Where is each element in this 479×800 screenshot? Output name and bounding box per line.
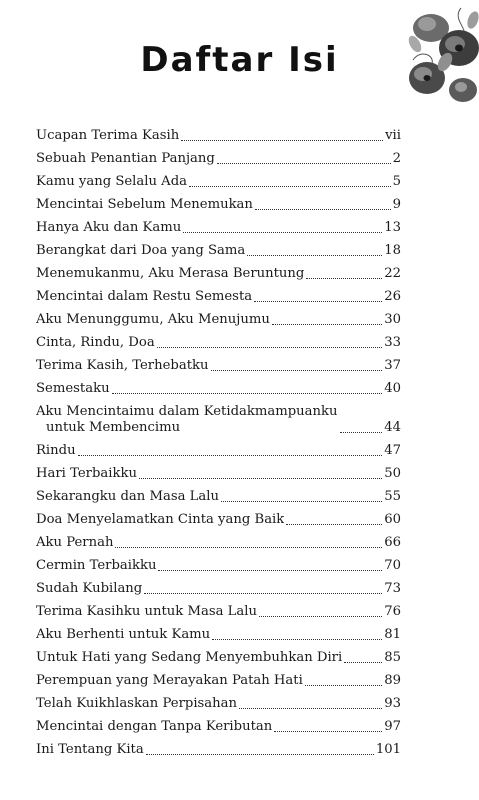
toc-entry-page: 73: [384, 581, 401, 596]
table-of-contents: [36, 121, 401, 758]
toc-entry[interactable]: [36, 528, 401, 551]
toc-entry-title: Aku Menunggumu, Aku Menujumu: [36, 312, 270, 327]
toc-entry-page: 26: [384, 289, 401, 304]
toc-entry[interactable]: [36, 282, 401, 305]
toc-entry-page: 47: [384, 443, 401, 458]
toc-entry[interactable]: [36, 190, 401, 213]
toc-entry[interactable]: [36, 374, 401, 397]
toc-entry-title: Ini Tentang Kita: [36, 742, 144, 757]
toc-leader-dots: [306, 278, 382, 279]
toc-leader-dots: [139, 478, 382, 479]
toc-leader-dots: [183, 232, 382, 233]
toc-entry[interactable]: [36, 436, 401, 459]
toc-entry-title: Aku Pernah: [36, 535, 114, 550]
toc-entry[interactable]: [36, 213, 401, 236]
toc-leader-dots: [255, 209, 391, 210]
toc-entry-title: Mencintai dalam Restu Semesta: [36, 289, 253, 304]
toc-entry-page: 40: [384, 381, 401, 396]
toc-leader-dots: [115, 547, 382, 548]
toc-leader-dots: [305, 685, 382, 686]
toc-entry-page: 101: [375, 742, 401, 757]
toc-entry[interactable]: [36, 689, 401, 712]
toc-entry-page: 50: [384, 466, 401, 481]
toc-entry-page: vii: [385, 128, 401, 143]
toc-entry-title: Kamu yang Selalu Ada: [36, 174, 187, 189]
toc-leader-dots: [340, 432, 383, 433]
toc-entry-page: 85: [384, 650, 401, 665]
toc-entry[interactable]: [36, 620, 401, 643]
toc-leader-dots: [247, 255, 382, 256]
toc-entry-page: 18: [384, 243, 401, 258]
toc-entry-page: 55: [384, 489, 401, 504]
toc-leader-dots: [217, 163, 391, 164]
toc-leader-dots: [272, 324, 382, 325]
toc-entry[interactable]: [36, 144, 401, 167]
toc-entry-title: Berangkat dari Doa yang Sama: [36, 243, 246, 258]
toc-leader-dots: [274, 731, 382, 732]
toc-leader-dots: [254, 301, 382, 302]
toc-entry[interactable]: [36, 712, 401, 735]
toc-leader-dots: [259, 616, 382, 617]
toc-leader-dots: [157, 347, 383, 348]
toc-entry-title: Menemukanmu, Aku Merasa Beruntung: [36, 266, 305, 281]
toc-entry-page: 33: [384, 335, 401, 350]
toc-entry-page: 60: [384, 512, 401, 527]
toc-entry-title: Perempuan yang Merayakan Patah Hati: [36, 673, 303, 688]
toc-leader-dots: [146, 754, 374, 755]
toc-leader-dots: [144, 593, 382, 594]
toc-entry-page: 70: [384, 558, 401, 573]
toc-entry[interactable]: [36, 305, 401, 328]
toc-entry-title-line1: Aku Mencintaimu dalam Ketidakmampuanku: [36, 404, 338, 419]
toc-entry[interactable]: [36, 482, 401, 505]
toc-entry-title: [36, 404, 338, 436]
toc-entry-page: 13: [384, 220, 401, 235]
toc-leader-dots: [212, 639, 382, 640]
toc-entry[interactable]: [36, 574, 401, 597]
toc-leader-dots: [239, 708, 382, 709]
toc-entry-title: Doa Menyelamatkan Cinta yang Baik: [36, 512, 285, 527]
toc-entry-page: 97: [384, 719, 401, 734]
toc-entry-page: 30: [384, 312, 401, 327]
toc-entry-page: 81: [384, 627, 401, 642]
toc-entry[interactable]: [36, 551, 401, 574]
toc-leader-dots: [221, 501, 382, 502]
toc-entry-page: 93: [384, 696, 401, 711]
toc-entry-title: Cinta, Rindu, Doa: [36, 335, 155, 350]
toc-leader-dots: [78, 455, 383, 456]
toc-entry-page: 22: [384, 266, 401, 281]
toc-entry-page: 2: [392, 151, 401, 166]
toc-entry-page: 44: [384, 420, 401, 435]
toc-entry-title-line2: untuk Membencimu: [46, 420, 181, 435]
toc-entry[interactable]: [36, 259, 401, 282]
toc-entry-page: 89: [384, 673, 401, 688]
toc-entry-title: Terima Kasih, Terhebatku: [36, 358, 209, 373]
toc-entry-page: 9: [392, 197, 401, 212]
toc-entry-title: Hanya Aku dan Kamu: [36, 220, 182, 235]
flower-illustration-icon: [401, 0, 479, 108]
toc-entry[interactable]: [36, 735, 401, 758]
toc-entry[interactable]: [36, 351, 401, 374]
toc-entry-page: 5: [392, 174, 401, 189]
toc-leader-dots: [189, 186, 391, 187]
toc-entry[interactable]: [36, 666, 401, 689]
toc-entry-title: Mencintai Sebelum Menemukan: [36, 197, 253, 212]
toc-entry-page: 37: [384, 358, 401, 373]
toc-leader-dots: [344, 662, 382, 663]
toc-entry[interactable]: [36, 397, 401, 436]
toc-leader-dots: [286, 524, 382, 525]
toc-entry-title: Aku Berhenti untuk Kamu: [36, 627, 211, 642]
toc-entry-title: Telah Kuikhlaskan Perpisahan: [36, 696, 238, 711]
toc-entry-title: Terima Kasihku untuk Masa Lalu: [36, 604, 258, 619]
toc-entry[interactable]: [36, 167, 401, 190]
toc-entry-title: Sebuah Penantian Panjang: [36, 151, 215, 166]
toc-entry-title: Sekarangku dan Masa Lalu: [36, 489, 219, 504]
toc-entry[interactable]: [36, 236, 401, 259]
toc-entry-title: Untuk Hati yang Sedang Menyembuhkan Diri: [36, 650, 343, 665]
toc-entry[interactable]: [36, 121, 401, 144]
toc-entry-title: Mencintai dengan Tanpa Keributan: [36, 719, 273, 734]
toc-entry[interactable]: [36, 459, 401, 482]
toc-entry-title: Rindu: [36, 443, 76, 458]
toc-leader-dots: [181, 140, 383, 141]
toc-entry-title: Ucapan Terima Kasih: [36, 128, 180, 143]
toc-entry[interactable]: [36, 643, 401, 666]
toc-leader-dots: [158, 570, 382, 571]
toc-leader-dots: [211, 370, 383, 371]
toc-entry-page: 76: [384, 604, 401, 619]
toc-entry-title: Sudah Kubilang: [36, 581, 143, 596]
toc-entry-title: Hari Terbaikku: [36, 466, 137, 481]
toc-entry-title: Semestaku: [36, 381, 110, 396]
toc-entry[interactable]: [36, 505, 401, 528]
toc-entry-page: 66: [384, 535, 401, 550]
page-title: Daftar Isi: [140, 40, 339, 80]
toc-leader-dots: [112, 393, 383, 394]
toc-entry-title: Cermin Terbaikku: [36, 558, 157, 573]
toc-entry[interactable]: [36, 328, 401, 351]
toc-entry[interactable]: [36, 597, 401, 620]
